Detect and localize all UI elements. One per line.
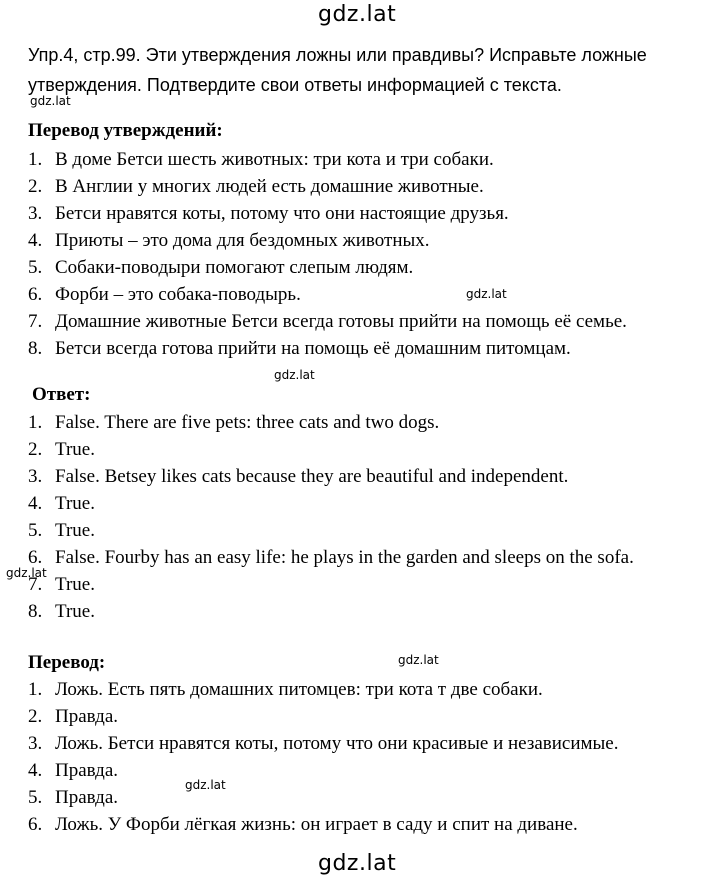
item-text: True. [55, 520, 95, 541]
item-text: Ложь. У Форби лёгкая жизнь: он играет в саду и спит на диване. [55, 814, 578, 835]
list-item [28, 730, 618, 757]
watermark-small: gdz.lat [185, 778, 226, 792]
watermark-bottom: gdz.lat [318, 851, 397, 876]
item-text: В Англии у многих людей есть домашние животные. [55, 176, 484, 197]
translations-list [28, 676, 618, 838]
list-item [28, 308, 627, 335]
item-number: 3. [28, 203, 43, 224]
list-item [28, 281, 627, 308]
item-number: 2. [28, 439, 43, 460]
item-number: 1. [28, 679, 43, 700]
watermark-small: gdz.lat [466, 287, 507, 301]
item-text: True. [55, 574, 95, 595]
item-number: 5. [28, 257, 43, 278]
item-number: 2. [28, 706, 43, 727]
item-number: 3. [28, 733, 43, 754]
list-item [28, 173, 627, 200]
item-number: 8. [28, 338, 43, 359]
list-item [28, 544, 634, 571]
list-item [28, 200, 627, 227]
watermark-small: gdz.lat [274, 368, 315, 382]
item-number: 2. [28, 176, 43, 197]
list-item [28, 146, 627, 173]
item-text: Правда. [55, 706, 119, 727]
item-text: Форби – это собака-поводырь. [55, 284, 301, 305]
item-number: 8. [28, 601, 43, 622]
item-text: Правда. [55, 760, 119, 781]
list-item [28, 703, 618, 730]
item-number: 1. [28, 412, 43, 433]
list-item [28, 436, 634, 463]
list-item [28, 335, 627, 362]
watermark-top: gdz.lat [318, 2, 397, 27]
list-item [28, 811, 618, 838]
list-item [28, 517, 634, 544]
item-text: Бетси нравятся коты, потому что они настоящие друзья. [55, 203, 509, 224]
watermark-small: gdz.lat [30, 94, 71, 108]
item-text: True. [55, 493, 95, 514]
statements-heading: Перевод утверждений: [28, 120, 223, 141]
item-text: В доме Бетси шесть животных: три кота и три собаки. [55, 149, 494, 170]
item-number: 4. [28, 493, 43, 514]
item-text: Домашние животные Бетси всегда готовы прийти на помощь её семье. [55, 311, 627, 332]
list-item [28, 784, 618, 811]
answers-list [28, 409, 634, 625]
item-text: False. Fourby has an easy life: he plays in the garden and sleeps on the sofa. [55, 547, 634, 568]
item-number: 5. [28, 520, 43, 541]
watermark-small: gdz.lat [398, 653, 439, 667]
item-text: Ложь. Бетси нравятся коты, потому что они красивые и независимые. [55, 733, 619, 754]
item-number: 4. [28, 760, 43, 781]
list-item [28, 571, 634, 598]
item-number: 6. [28, 814, 43, 835]
item-number: 6. [28, 284, 43, 305]
watermark-small: gdz.lat [6, 566, 47, 580]
answer-heading: Ответ: [32, 384, 91, 405]
item-text: False. There are five pets: three cats and two dogs. [55, 412, 440, 433]
item-text: Приюты – это дома для бездомных животных. [55, 230, 430, 251]
item-number: 7. [28, 574, 43, 595]
item-number: 7. [28, 311, 43, 332]
list-item [28, 409, 634, 436]
item-number: 5. [28, 787, 43, 808]
list-item [28, 757, 618, 784]
item-text: Ложь. Есть пять домашних питомцев: три кота т две собаки. [55, 679, 543, 700]
item-text: True. [55, 439, 95, 460]
item-text: False. Betsey likes cats because they are beautiful and independent. [55, 466, 569, 487]
item-text: Собаки-поводыри помогают слепым людям. [55, 257, 414, 278]
list-item [28, 463, 634, 490]
list-item [28, 676, 618, 703]
item-number: 1. [28, 149, 43, 170]
exercise-instructions: Упр.4, стр.99. Эти утверждения ложны или правдивы? Исправьте ложные утверждения. Подтвердите свои ответы информацией с текста. [28, 45, 647, 95]
statements-list [28, 146, 627, 362]
list-item [28, 227, 627, 254]
item-number: 6. [28, 547, 43, 568]
list-item [28, 254, 627, 281]
item-text: True. [55, 601, 95, 622]
list-item [28, 598, 634, 625]
list-item [28, 490, 634, 517]
translation-heading: Перевод: [28, 652, 106, 673]
item-number: 4. [28, 230, 43, 251]
item-number: 3. [28, 466, 43, 487]
item-text: Бетси всегда готова прийти на помощь её домашним питомцам. [55, 338, 571, 359]
item-text: Правда. [55, 787, 119, 808]
